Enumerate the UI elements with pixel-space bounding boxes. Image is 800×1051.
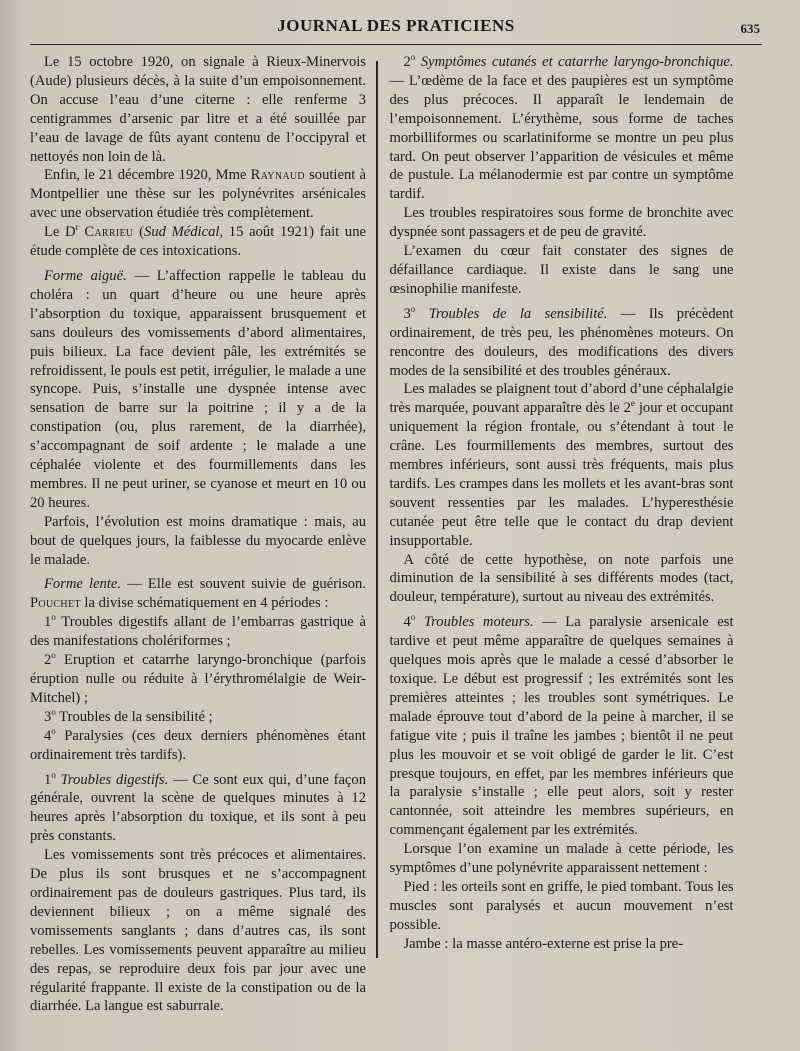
item-number: 4 bbox=[44, 727, 52, 744]
section-number: 2 bbox=[403, 54, 411, 70]
paragraph-troubles-respiratoires: Les troubles respiratoires sous forme de bronchite avec dyspnée sont passagers et de peu de gravité. bbox=[389, 205, 734, 241]
text-run: — Ce sont eux qui, d’une façon générale, ouvrent la scène de quelques minutes à 12 heures après l’absorption du toxique, et ils sont à peu près constants. bbox=[30, 771, 366, 845]
paragraph-vomissements: Les vomissements sont très précoces et alimentaires. De plus ils sont brusques et ne s’accompagnent ordinairement pas de douleurs gastriques. Plus tard, ils deviennent bilieux ; on a même signalé des vomissements sanglants ; dans d’autres cas, ils sont rebelles. Les vomissements peuvent apparaître au milieu des repas, se reproduire deux fois par jour avec une régularité frappante. Il existe de la constipation ou de la diarrhée. La langue est saburrale. bbox=[30, 847, 366, 1015]
section-number: 3 bbox=[403, 305, 411, 322]
text-run: Les malades se plaignent tout d’abord d’une céphalalgie très marquée, pouvant apparaître dès le 2 bbox=[389, 381, 734, 417]
paragraph-rieux-minervois: Le 15 octobre 1920, on signale à Rieux-Minervois (Aude) plusieurs décès, à la suite d’un empoisonnement. On accuse l’eau d’une citerne : elle renferme 3 centigrammes d’arsenic par litre et a été souillée par l’eau de lavage de fûts ayant contenu de l’occipyral et nettoyés non loin de là. bbox=[30, 54, 366, 165]
paragraph-pied: Pied : les orteils sont en griffe, le pied tombant. Tous les muscles sont paralysés et aucun mouvement n’est possible. bbox=[389, 878, 734, 933]
item-text: Paralysies (ces deux derniers phénomènes étant ordinairement très tardifs). bbox=[30, 727, 366, 763]
paragraph-cephalalgie bbox=[390, 380, 734, 550]
running-header bbox=[30, 14, 762, 45]
paragraph-troubles-sensibilite bbox=[390, 305, 734, 381]
ordinal-mark: o bbox=[51, 706, 56, 717]
author-name-raynaud: Raynaud bbox=[250, 167, 305, 184]
section-heading-troubles-moteurs: Troubles moteurs. bbox=[423, 614, 534, 631]
item-text: Eruption et catarrhe laryngo-bronchique (parfois éruption nulle ou réduite à l’érythromélalgie de Weir-Mitchel) ; bbox=[30, 652, 366, 706]
journal-title: JOURNAL DES PRATICIENS bbox=[277, 16, 515, 35]
section-number: 1 bbox=[44, 771, 52, 788]
ordinal-mark: o bbox=[410, 303, 416, 314]
ordinal-mark: o bbox=[51, 650, 56, 661]
paragraph-troubles-moteurs bbox=[390, 613, 734, 840]
text-columns bbox=[30, 53, 762, 1016]
paragraph-symptomes-cutanes bbox=[390, 53, 734, 204]
item-number: 3 bbox=[44, 708, 52, 725]
text-run: — L’affection rappelle le tableau du choléra : un quart d’heure ou une heure après l’absorption du toxique, apparaissent brusquement et sans douleurs des vomissements d’abord alimentaires, puis bilieux. La face devient pâle, les extrémités se refroidissent, le pouls est petit, irrégulier, le malade a une syncope. Puis, s’installe une dyspnée intense avec sensation de barre sur la poitrine ; il y a de la constipation (ou, plus rarement, de la diarrhée), s’accompagnant de soif ardente ; le malade a une céphalée violente et des fourmillements dans les membres. Il ne peut uriner, se cyanose et meurt en 10 ou 20 heures. bbox=[30, 267, 366, 511]
journal-reference: Sud Médical, bbox=[144, 224, 224, 241]
text-run: soutient à Montpellier une thèse sur les polynévrites arsénicales avec une observation étudiée très complètement. bbox=[30, 167, 366, 222]
section-heading-forme-lente: Forme lente. bbox=[44, 576, 122, 593]
paragraph-jambe: Jambe : la masse antéro-externe est prise la pre- bbox=[403, 935, 684, 952]
paragraph-raynaud-thesis bbox=[30, 166, 366, 223]
period-item-1 bbox=[30, 613, 366, 651]
ordinal-mark: o bbox=[51, 612, 56, 623]
section-heading-troubles-digestifs: Troubles digestifs. bbox=[60, 771, 169, 788]
ordinal-mark: o bbox=[51, 769, 56, 780]
text-run: — Ils précèdent ordinairement, de très peu, les phénomènes moteurs. On rencontre des douleurs, des modifications des divers modes de la sensibilité et des troubles généraux. bbox=[389, 305, 734, 379]
author-name-carrieu: Carrieu bbox=[84, 224, 134, 241]
paragraph-forme-lente bbox=[30, 575, 366, 613]
left-column bbox=[30, 53, 376, 1016]
ordinal-mark: o bbox=[410, 612, 416, 623]
period-item-4 bbox=[30, 727, 366, 765]
text-run: jour et occupant uniquement la région frontale, ou s’étendant à tout le crâne. Les fourmillements des membres, surtout des membres inférieurs, sont aussi très fréquents, mais plus tardifs. Les crampes dans les mollets et les avant-bras sont souvent ressenties par les malades. L’hyperesthésie cutanée peut être telle que le contact du drap devient insupportable. bbox=[389, 400, 734, 549]
author-name-pouchet: Pouchet bbox=[30, 595, 81, 612]
paragraph-forme-aigue bbox=[30, 267, 366, 513]
superscript: r bbox=[75, 222, 79, 233]
text-run: Le D bbox=[44, 224, 76, 241]
right-column bbox=[378, 53, 734, 1016]
text-run: — La paralysie arsenicale est tardive et peut même apparaître de quelques semaines à quelques mois après que le malade a cessé d’absorber le toxique. Le début est progressif ; les extrémités sont les premières atteintes ; les troubles sont symétriques. Le malade éprouve tout d’abord de la peine à marcher, il se fatigue vite ; puis il traîne les jambes ; bientôt il ne peut plus les mouvoir et se voit obligé de garder le lit. C’est presque toujours, en effet, par les membres inférieurs que la paralysie s’installe ; elle peut alors, soit y rester cantonnée, soit atteindre les membres supérieurs, en commençant également par les extrémités. bbox=[389, 614, 734, 839]
page-number: 635 bbox=[740, 21, 760, 36]
text-run: — Elle est souvent suivie de guérison. bbox=[121, 576, 366, 593]
superscript: e bbox=[630, 398, 635, 409]
section-number: 4 bbox=[403, 614, 411, 631]
ordinal-mark: o bbox=[51, 725, 56, 736]
item-number: 2 bbox=[44, 652, 52, 669]
paragraph-carrieu-study bbox=[30, 223, 366, 261]
paragraph-evolution: Parfois, l’évolution est moins dramatique : mais, au bout de quelques jours, la faiblesse du myocarde enlève le malade. bbox=[30, 513, 366, 568]
text-run: ( bbox=[133, 224, 145, 241]
item-text: Troubles de la sensibilité ; bbox=[55, 708, 213, 725]
paragraph-troubles-digestifs bbox=[30, 771, 366, 847]
text-run: la divise schématiquement en 4 périodes : bbox=[80, 595, 329, 612]
text-run: — L’œdème de la face et des paupières est un symptôme des plus précoces. Il apparaît le lendemain de l’empoisonnement. L’érythème, sous forme de taches morbilliformes ou scarlatiniforme se montre un peu plus tard. On peut observer l’apparition de vésicules et même de pustule. La mélanodermie est par contre un symptôme tardif. bbox=[389, 72, 734, 203]
text-run: 15 août 1921) fait une étude complète de ces intoxications. bbox=[30, 224, 366, 260]
section-heading-symptomes-cutanes: Symptômes cutanés et catarrhe laryngo-bronchique. bbox=[420, 54, 734, 70]
period-item-2 bbox=[30, 651, 366, 708]
ordinal-mark: o bbox=[410, 52, 416, 63]
item-number: 1 bbox=[44, 614, 52, 631]
paragraph-examen-malade: Lorsque l’on examine un malade à cette période, les symptômes d’une polynévrite apparaissent nettement : bbox=[389, 841, 734, 877]
text-run: Enfin, le 21 décembre 1920, Mme bbox=[44, 167, 251, 184]
paragraph-examen-coeur: L’examen du cœur fait constater des signes de défaillance cardiaque. Il existe dans le sang une œsinophilie manifeste. bbox=[389, 243, 734, 297]
section-heading-troubles-sensibilite: Troubles de la sensibilité. bbox=[428, 305, 608, 322]
item-text: Troubles digestifs allant de l’embarras gastrique à des manifestations cholériformes ; bbox=[30, 614, 366, 650]
section-heading-forme-aigue: Forme aiguë. bbox=[44, 267, 127, 284]
period-item-3 bbox=[30, 708, 366, 727]
paragraph-diminution-sensibilite: A côté de cette hypothèse, on note parfois une diminution de la sensibilité à ses différents modes (tact, douleur, température), surtout au niveau des extrémités. bbox=[389, 551, 734, 606]
